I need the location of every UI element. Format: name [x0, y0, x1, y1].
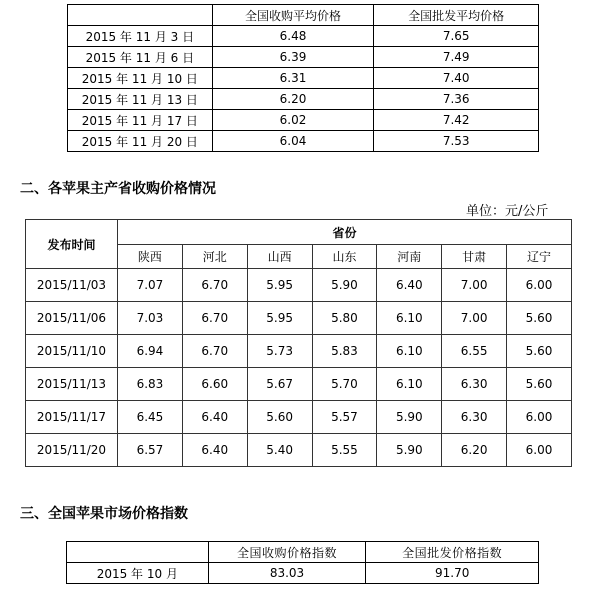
price-cell: 5.57 [312, 401, 377, 434]
price-cell: 6.00 [507, 434, 572, 467]
price-cell: 5.90 [377, 434, 442, 467]
table-row [68, 110, 539, 131]
province-name: 山西 [247, 245, 312, 269]
price-cell: 6.00 [507, 269, 572, 302]
price-cell: 5.60 [247, 401, 312, 434]
price-cell: 7.03 [118, 302, 183, 335]
wholesale-price: 7.42 [374, 110, 539, 131]
price-cell: 5.70 [312, 368, 377, 401]
row-date: 2015/11/10 [26, 335, 118, 368]
row-date: 2015/11/03 [26, 269, 118, 302]
header-wholesale-avg: 全国批发平均价格 [374, 5, 539, 26]
price-cell: 5.40 [247, 434, 312, 467]
table-header-row [68, 5, 539, 26]
table-row [26, 269, 572, 302]
row-date: 2015 年 10 月 [67, 563, 209, 584]
price-cell: 6.70 [182, 335, 247, 368]
table-row [26, 434, 572, 467]
row-date: 2015/11/20 [26, 434, 118, 467]
province-name: 甘肃 [442, 245, 507, 269]
wholesale-index: 91.70 [366, 563, 539, 584]
price-cell: 6.30 [442, 368, 507, 401]
price-cell: 6.45 [118, 401, 183, 434]
price-cell: 5.55 [312, 434, 377, 467]
row-date: 2015 年 11 月 20 日 [68, 131, 213, 152]
province-name: 河北 [182, 245, 247, 269]
table-row [68, 47, 539, 68]
row-date: 2015 年 11 月 10 日 [68, 68, 213, 89]
price-cell: 6.20 [442, 434, 507, 467]
price-cell: 6.40 [377, 269, 442, 302]
table-header-row [67, 542, 539, 563]
price-cell: 6.55 [442, 335, 507, 368]
row-date: 2015/11/17 [26, 401, 118, 434]
table-row [26, 368, 572, 401]
price-index-table [66, 541, 539, 584]
price-cell: 5.90 [312, 269, 377, 302]
purchase-index: 83.03 [208, 563, 366, 584]
price-cell: 6.30 [442, 401, 507, 434]
unit-label: 单位：元/公斤 [466, 204, 549, 219]
price-cell: 5.60 [507, 335, 572, 368]
header-purchase-avg: 全国收购平均价格 [212, 5, 374, 26]
wholesale-price: 7.53 [374, 131, 539, 152]
price-cell: 6.60 [182, 368, 247, 401]
table-row [26, 302, 572, 335]
price-cell: 6.70 [182, 269, 247, 302]
national-average-price-table [67, 4, 539, 152]
price-cell: 6.40 [182, 434, 247, 467]
table-row [68, 68, 539, 89]
province-name: 河南 [377, 245, 442, 269]
header-cell-empty [68, 5, 213, 26]
price-cell: 6.40 [182, 401, 247, 434]
row-date: 2015/11/06 [26, 302, 118, 335]
price-cell: 6.94 [118, 335, 183, 368]
purchase-price: 6.31 [212, 68, 374, 89]
header-wholesale-index: 全国批发价格指数 [366, 542, 539, 563]
wholesale-price: 7.36 [374, 89, 539, 110]
province-name: 山东 [312, 245, 377, 269]
header-purchase-index: 全国收购价格指数 [208, 542, 366, 563]
price-cell: 7.00 [442, 302, 507, 335]
price-cell: 6.00 [507, 401, 572, 434]
purchase-price: 6.20 [212, 89, 374, 110]
purchase-price: 6.48 [212, 26, 374, 47]
date-header: 发布时间 [26, 220, 118, 269]
table-row [67, 563, 539, 584]
price-cell: 6.83 [118, 368, 183, 401]
price-cell: 7.07 [118, 269, 183, 302]
wholesale-price: 7.40 [374, 68, 539, 89]
price-cell: 5.95 [247, 302, 312, 335]
table-row [26, 335, 572, 368]
price-cell: 5.60 [507, 368, 572, 401]
table-row [68, 131, 539, 152]
row-date: 2015 年 11 月 13 日 [68, 89, 213, 110]
row-date: 2015 年 11 月 6 日 [68, 47, 213, 68]
purchase-price: 6.04 [212, 131, 374, 152]
province-header: 省份 [118, 220, 572, 245]
row-date: 2015 年 11 月 3 日 [68, 26, 213, 47]
price-cell: 5.80 [312, 302, 377, 335]
price-cell: 6.10 [377, 368, 442, 401]
section-2-title: 二、各苹果主产省收购价格情况 [20, 181, 216, 197]
row-date: 2015/11/13 [26, 368, 118, 401]
table-row [68, 89, 539, 110]
price-cell: 5.60 [507, 302, 572, 335]
price-cell: 6.10 [377, 335, 442, 368]
price-cell: 5.90 [377, 401, 442, 434]
province-name: 辽宁 [507, 245, 572, 269]
price-cell: 5.73 [247, 335, 312, 368]
table-row [26, 401, 572, 434]
section-3-title: 三、全国苹果市场价格指数 [20, 506, 188, 522]
row-date: 2015 年 11 月 17 日 [68, 110, 213, 131]
price-cell: 7.00 [442, 269, 507, 302]
price-cell: 6.57 [118, 434, 183, 467]
purchase-price: 6.02 [212, 110, 374, 131]
price-cell: 5.67 [247, 368, 312, 401]
table-row [68, 26, 539, 47]
province-name: 陕西 [118, 245, 183, 269]
price-cell: 6.10 [377, 302, 442, 335]
table-header-row [26, 220, 572, 245]
wholesale-price: 7.49 [374, 47, 539, 68]
province-price-table [25, 219, 572, 467]
price-cell: 6.70 [182, 302, 247, 335]
price-cell: 5.83 [312, 335, 377, 368]
wholesale-price: 7.65 [374, 26, 539, 47]
price-cell: 5.95 [247, 269, 312, 302]
purchase-price: 6.39 [212, 47, 374, 68]
header-cell-empty [67, 542, 209, 563]
